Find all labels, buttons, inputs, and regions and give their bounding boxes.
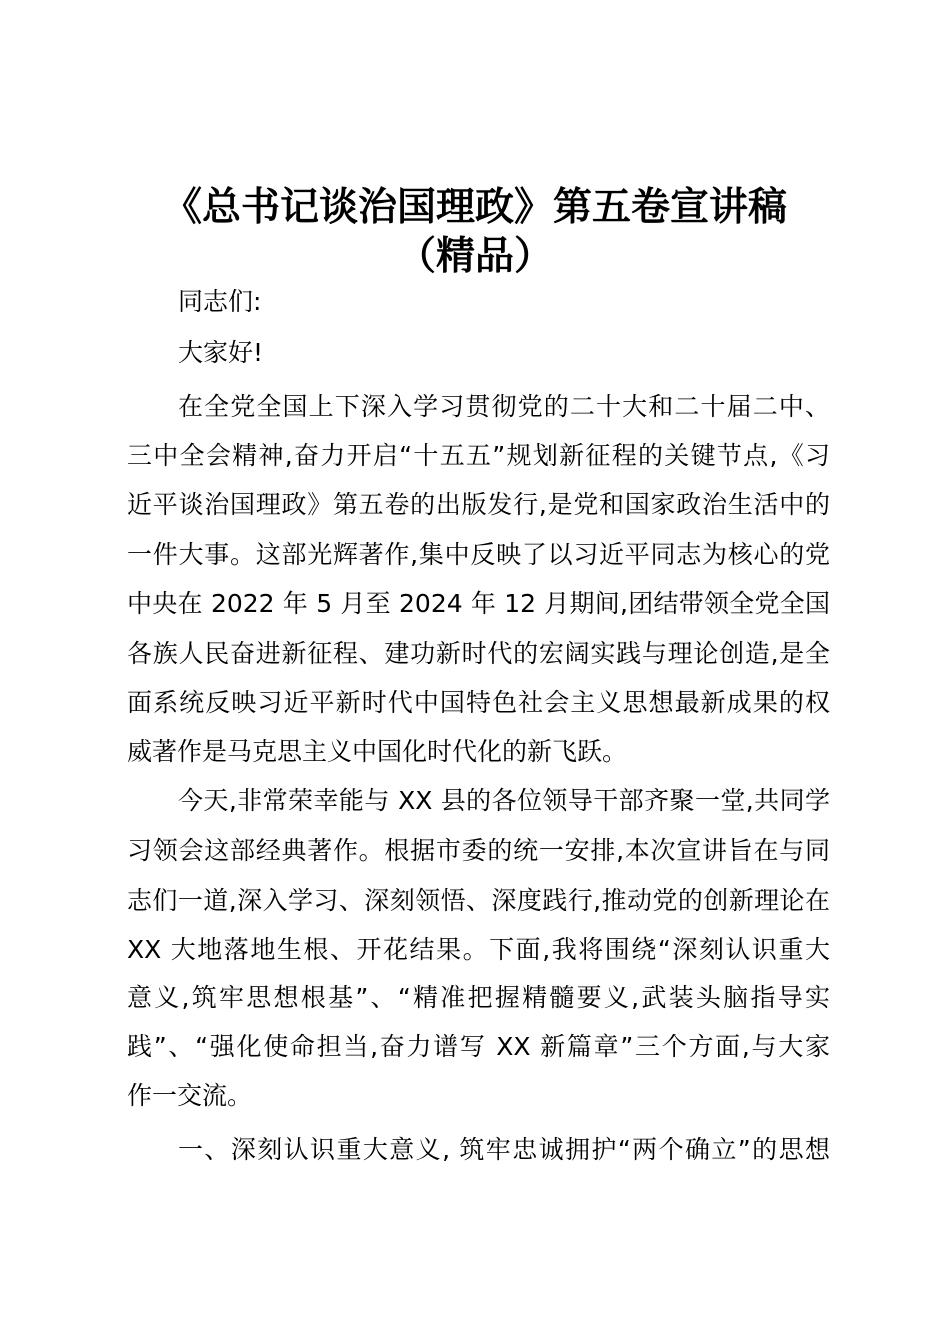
title-line-2: （精品） (396, 234, 553, 279)
text-line: 面系统反映习近平新时代中国特色社会主义思想最新成果的权 (127, 688, 830, 717)
text-line: 作一交流。 (127, 1081, 253, 1110)
text-line: 践”、“强化使命担当,奋力谱写 XX 新篇章”三个方面,与大家 (127, 1032, 830, 1061)
text-line: 威著作是马克思主义中国化时代化的新飞跃。 (127, 737, 628, 766)
text-line: 志们一道,深入学习、深刻领悟、深度践行,推动党的创新理论在 (127, 886, 830, 915)
text-line: 三中全会精神,奋力开启“十五五”规划新征程的关键节点,《习 (127, 441, 830, 470)
text-line: 中央在 2022 年 5 月至 2024 年 12 月期间,团结带领全党全国 (127, 589, 830, 618)
text-line: 近平谈治国理政》第五卷的出版发行,是党和国家政治生活中的 (127, 490, 830, 519)
text-line: 在全党全国上下深入学习贯彻党的二十大和二十届二中、 (178, 392, 830, 421)
text-line: 今天,非常荣幸能与 XX 县的各位领导干部齐聚一堂,共同学 (178, 786, 830, 815)
text-line: 习领会这部经典著作。根据市委的统一安排,本次宣讲旨在与同 (127, 836, 830, 865)
text-line: 意义,筑牢思想根基”、“精准把握精髓要义,武装头脑指导实 (127, 983, 830, 1012)
text-line: XX 大地落地生根、开花结果。下面,我将围绕“深刻认识重大 (127, 935, 830, 964)
text-line: 各族人民奋进新征程、建功新时代的宏阔实践与理论创造,是全 (127, 639, 830, 668)
greeting: 大家好! (178, 338, 264, 367)
section-heading-1: 一、深刻认识重大意义, 筑牢忠诚拥护“两个确立”的思想 (178, 1135, 830, 1164)
title-line-1: 《总书记谈治国理政》第五卷宣讲稿 (162, 185, 787, 230)
text-line: 一件大事。这部光辉著作,集中反映了以习近平同志为核心的党 (127, 540, 830, 569)
salutation: 同志们: (178, 287, 262, 316)
